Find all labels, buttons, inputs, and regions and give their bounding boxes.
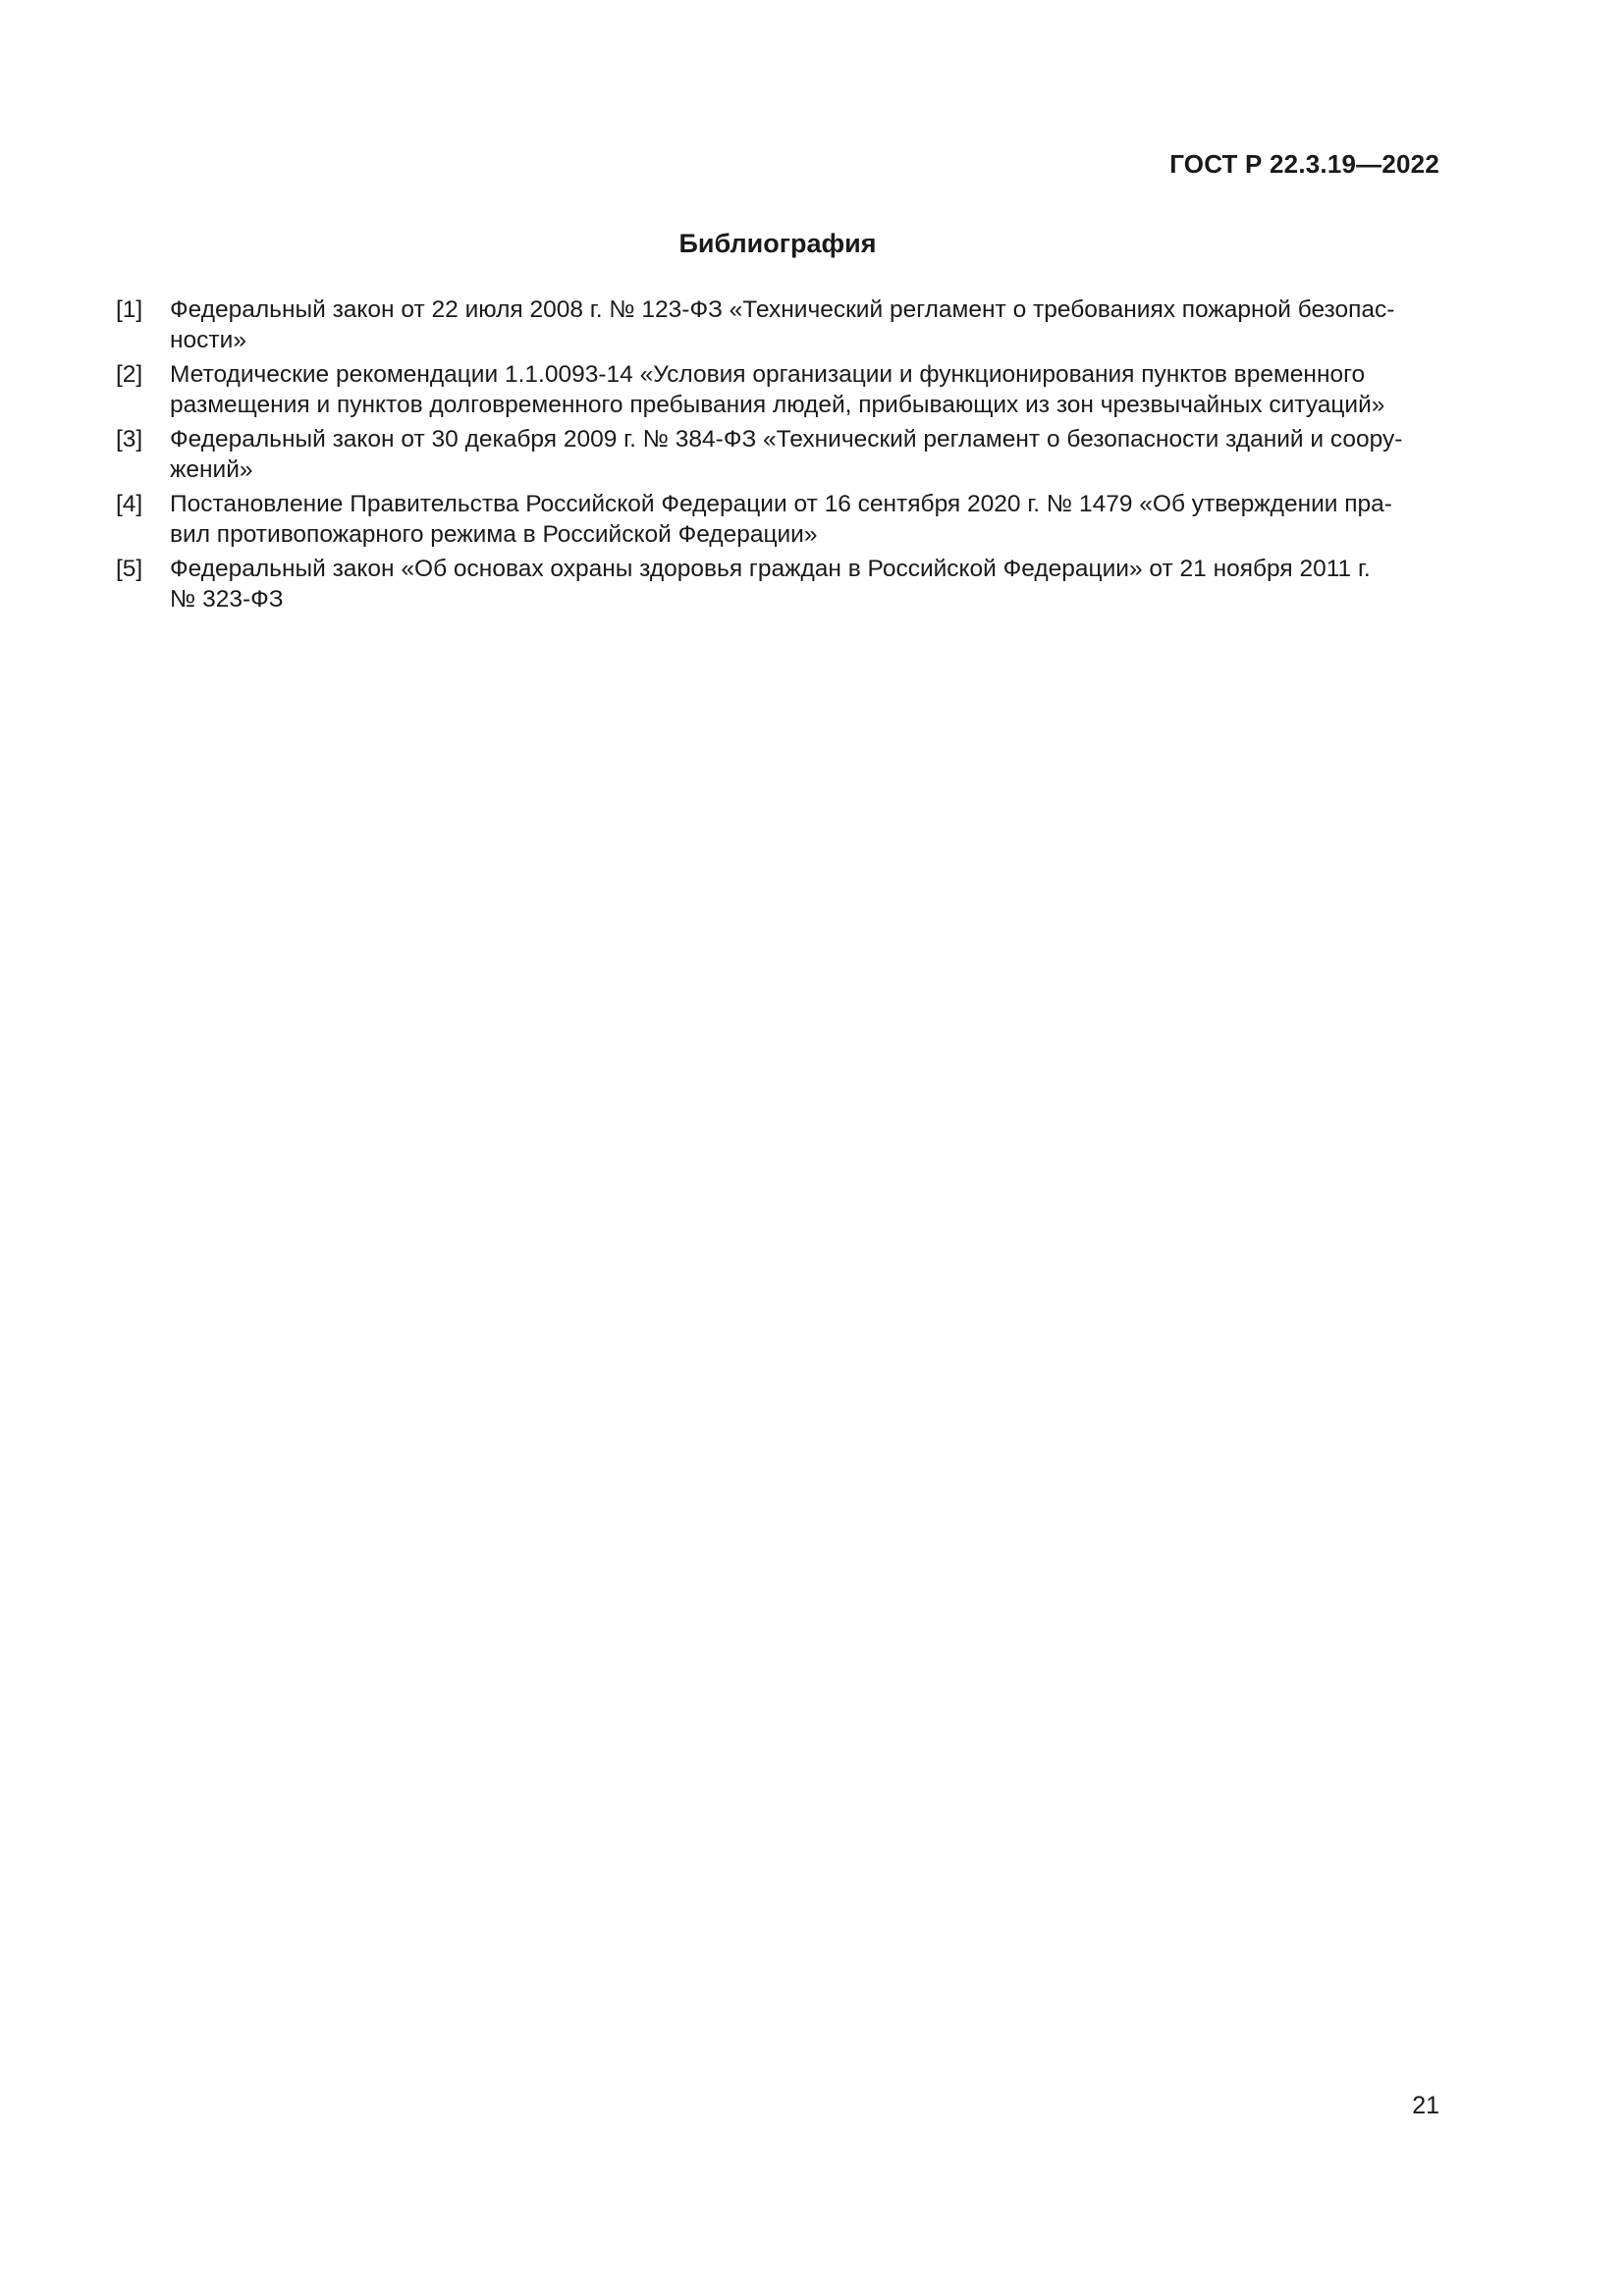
bibliography-item-text: Федеральный закон «Об основах охраны здоровья граждан в Российской Федерации» от 21 ноября 2011 г. № 323-ФЗ (170, 556, 1371, 613)
bibliography-item-number: [4] (116, 491, 143, 517)
bibliography-item-number: [1] (116, 296, 143, 323)
bibliography-item-text: Федеральный закон от 30 декабря 2009 г. № 384-ФЗ «Технический регламент о безопасности зданий и соору- жений» (170, 426, 1403, 483)
bibliography-item-text: Федеральный закон от 22 июля 2008 г. № 123-ФЗ «Технический регламент о требованиях пожарной безопас- ности» (170, 296, 1395, 353)
bibliography-item-text: Постановление Правительства Российской Федерации от 16 сентября 2020 г. № 1479 «Об утверждении пра- вил противопожарного режима в Российской Федерации» (170, 491, 1392, 548)
bibliography-item (116, 489, 1439, 550)
bibliography-list (116, 294, 1439, 618)
bibliography-item-text: Методические рекомендации 1.1.0093-14 «Условия организации и функционирования пунктов временного размещения и пунктов долговременного пребывания людей, прибывающих из зон чрезвычайных ситуаций» (170, 361, 1385, 418)
bibliography-title: Библиография (678, 229, 877, 258)
document-code: ГОСТ Р 22.3.19—2022 (1169, 149, 1439, 179)
page-number: 21 (1412, 2092, 1439, 2119)
bibliography-item (116, 359, 1439, 420)
bibliography-item-number: [2] (116, 361, 143, 388)
bibliography-item (116, 554, 1439, 614)
bibliography-item-number: [5] (116, 556, 143, 582)
bibliography-item (116, 294, 1439, 355)
bibliography-item (116, 424, 1439, 485)
bibliography-item-number: [3] (116, 426, 143, 453)
